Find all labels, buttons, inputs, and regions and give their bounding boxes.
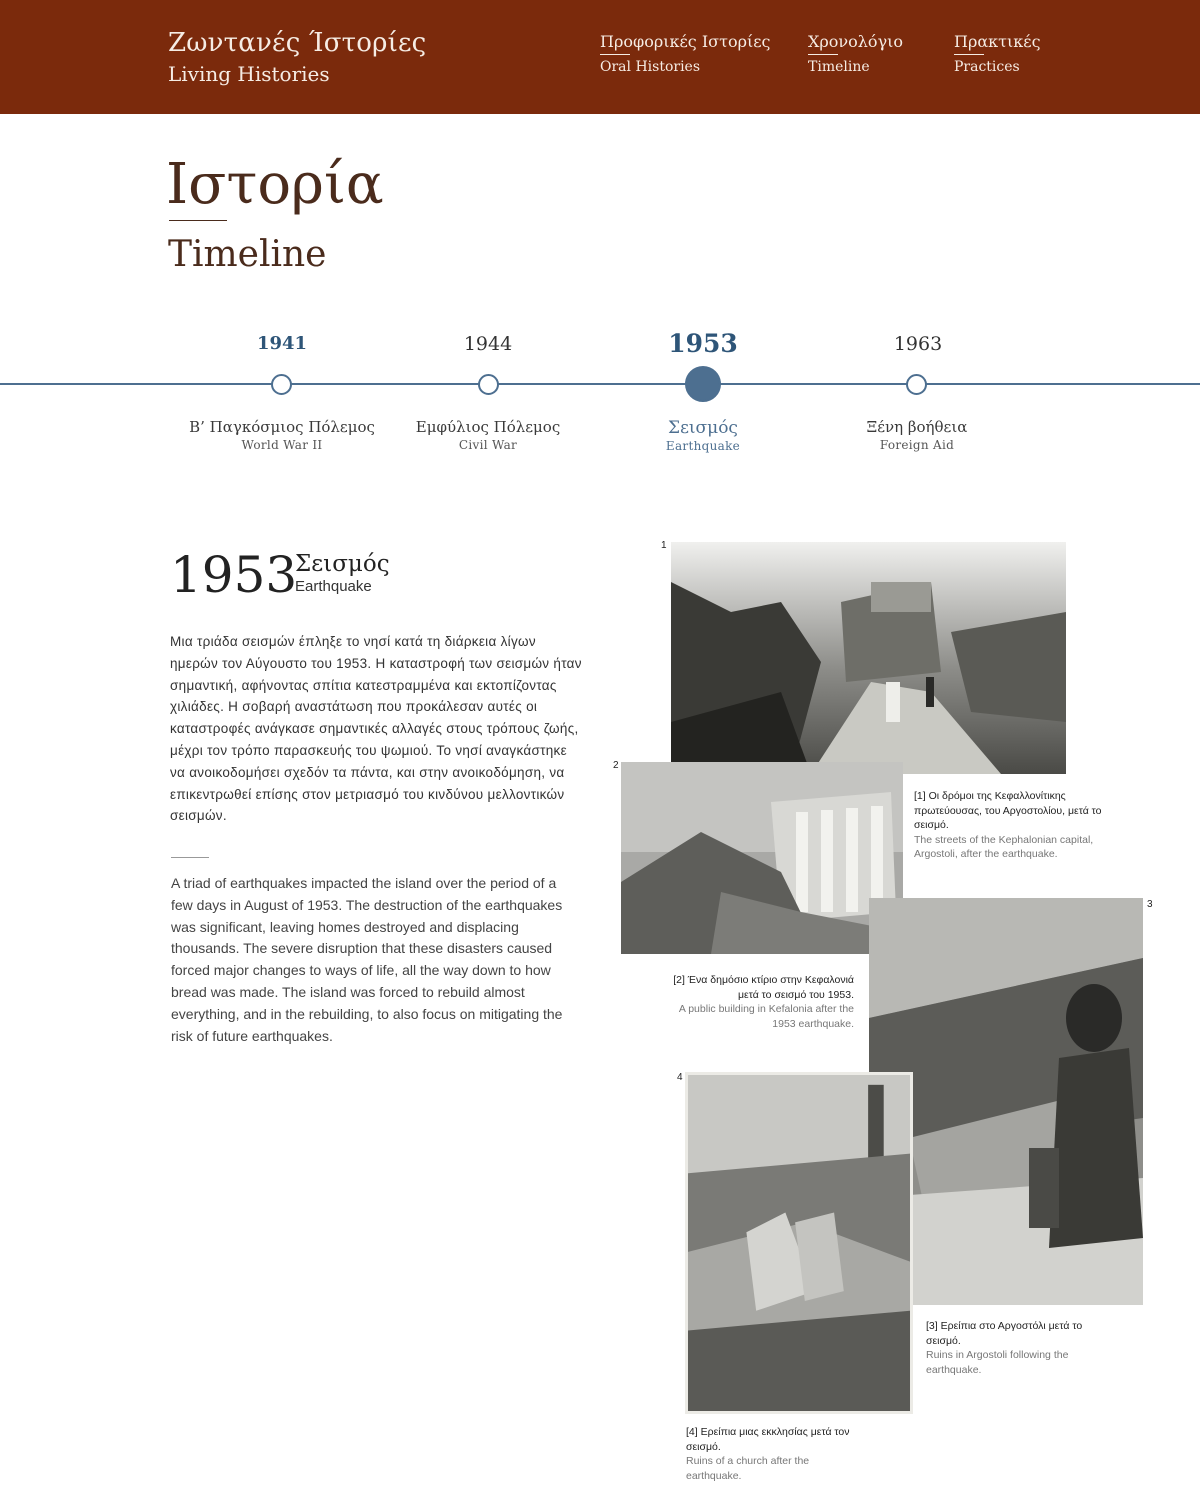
caption-greek: [2] Ένα δημόσιο κτίριο στην Κεφαλονιά μετά το σεισμό του 1953. [673, 974, 854, 1001]
title-divider [169, 220, 227, 221]
brand-title-greek: Ζωντανές Ίστορίες [168, 28, 427, 58]
section-body-greek: Μια τριάδα σεισμών έπληξε το νησί κατά τη διάρκεια λίγων ημερών τον Αύγουστο του 1953. Η καταστροφή των σεισμών ήταν σημαντική, αφήνοντας σπίτια κατεστραμμένα και εκτοπίζοντας χιλιάδες. Η σοβαρή αναστάτωση που προκάλεσαν αυτές οι καταστροφές ανάγκασε σημαντικές αλλαγές στους τρόπους ζωής, μέχρι τον τρόπο παρασκευής του ψωμιού. Το νησί αναγκάστηκε να ανοικοδομήσει σχεδόν τα πάντα, και στην ανοικοδόμηση, να επικεντρωθεί επίσης στον μετριασμό του κινδύνου μελλοντικών σεισμών. [170, 634, 582, 824]
caption-greek: [4] Ερείπια μιας εκκλησίας μετά τον σεισμό. [686, 1426, 850, 1453]
timeline-axis [0, 383, 1200, 385]
caption-english: The streets of the Kephalonian capital, Argostoli, after the earthquake. [914, 833, 1094, 860]
nav-label-english: Practices [954, 59, 1020, 75]
section-year: 1953 [170, 546, 298, 604]
timeline-label-english: World War II [241, 438, 323, 452]
brand-title-english: Living Histories [168, 62, 330, 86]
timeline-node-1953[interactable] [685, 366, 721, 402]
nav-divider [954, 54, 984, 55]
nav-practices[interactable] [954, 32, 1041, 77]
site-header [0, 0, 1200, 114]
nav-label-english: Timeline [808, 59, 870, 75]
timeline-label-1941[interactable] [162, 417, 402, 453]
caption-greek: [1] Οι δρόμοι της Κεφαλλονίτικης πρωτεύουσας, του Αργοστολίου, μετά το σεισμό. [914, 790, 1102, 831]
timeline-label-english: Foreign Aid [879, 438, 955, 452]
timeline-label-1953[interactable] [583, 418, 823, 454]
page-title-greek: Ιστορία [166, 152, 384, 217]
nav-label-greek: Πρακτικές [954, 32, 1041, 51]
timeline-year-1953[interactable]: 1953 [668, 329, 738, 358]
section-title-english: Earthquake [295, 578, 372, 595]
timeline-node-1963[interactable] [906, 374, 927, 395]
timeline-label-1944[interactable] [368, 417, 608, 453]
timeline-label-english: Earthquake [665, 439, 741, 453]
photo-caption-1 [914, 789, 1104, 862]
nav-label-greek: Προφορικές Ιστορίες [600, 32, 771, 51]
section-body-english: A triad of earthquakes impacted the island over the period of a few days in August of 1953. The destruction of the earthquakes was significant, leaving homes destroyed and displacing thousands. The severe disruption that these disasters caused forced major changes to ways of life, all the way down to how bread was made. The island was forced to rebuild almost everything, and in the rebuilding, to also focus on mitigating the risk of future earthquakes. [171, 875, 563, 1044]
nav-oral-histories[interactable] [600, 32, 771, 77]
nav-timeline[interactable] [808, 32, 903, 77]
timeline-year-1963[interactable]: 1963 [893, 333, 943, 355]
caption-english: Ruins in Argostoli following the earthquake. [926, 1349, 1069, 1376]
timeline-label-1963[interactable] [797, 417, 1037, 453]
nav-label-english: Oral Histories [600, 59, 701, 75]
photo-caption-2 [670, 973, 854, 1031]
brand-logo[interactable] [168, 26, 426, 88]
timeline-label-greek: Ξένη βοήθεια [866, 418, 968, 436]
page-title-english: Timeline [168, 234, 327, 275]
timeline-node-1944[interactable] [478, 374, 499, 395]
timeline-label-english: Civil War [458, 438, 518, 452]
timeline-label-greek: Β’ Παγκόσμιος Πόλεμος [189, 418, 375, 436]
body-divider [171, 857, 209, 858]
photo-number: 3 [1147, 899, 1153, 910]
timeline-label-greek: Εμφύλιος Πόλεμος [415, 418, 561, 436]
photo-church-ruins[interactable] [685, 1072, 913, 1414]
photo-number: 4 [677, 1072, 683, 1083]
photo-argostoli-streets[interactable] [671, 542, 1066, 774]
section-title-greek: Σεισμός [295, 551, 390, 577]
caption-english: A public building in Kefalonia after the 1953 earthquake. [678, 1003, 854, 1030]
timeline-label-greek: Σεισμός [668, 418, 738, 438]
photo-public-building[interactable] [621, 762, 903, 954]
photo-number: 1 [661, 540, 667, 551]
caption-greek: [3] Ερείπια στο Αργοστόλι μετά το σεισμό. [926, 1320, 1083, 1347]
timeline-year-1944[interactable]: 1944 [463, 333, 513, 355]
photo-number: 2 [613, 760, 619, 771]
nav-divider [808, 54, 838, 55]
photo-caption-4 [686, 1425, 866, 1483]
timeline-node-1941[interactable] [271, 374, 292, 395]
photo-caption-3 [926, 1319, 1106, 1377]
timeline-year-1941[interactable]: 1941 [256, 333, 308, 354]
caption-english: Ruins of a church after the earthquake. [686, 1455, 810, 1482]
nav-divider [600, 54, 630, 55]
nav-label-greek: Χρονολόγιο [808, 32, 904, 51]
